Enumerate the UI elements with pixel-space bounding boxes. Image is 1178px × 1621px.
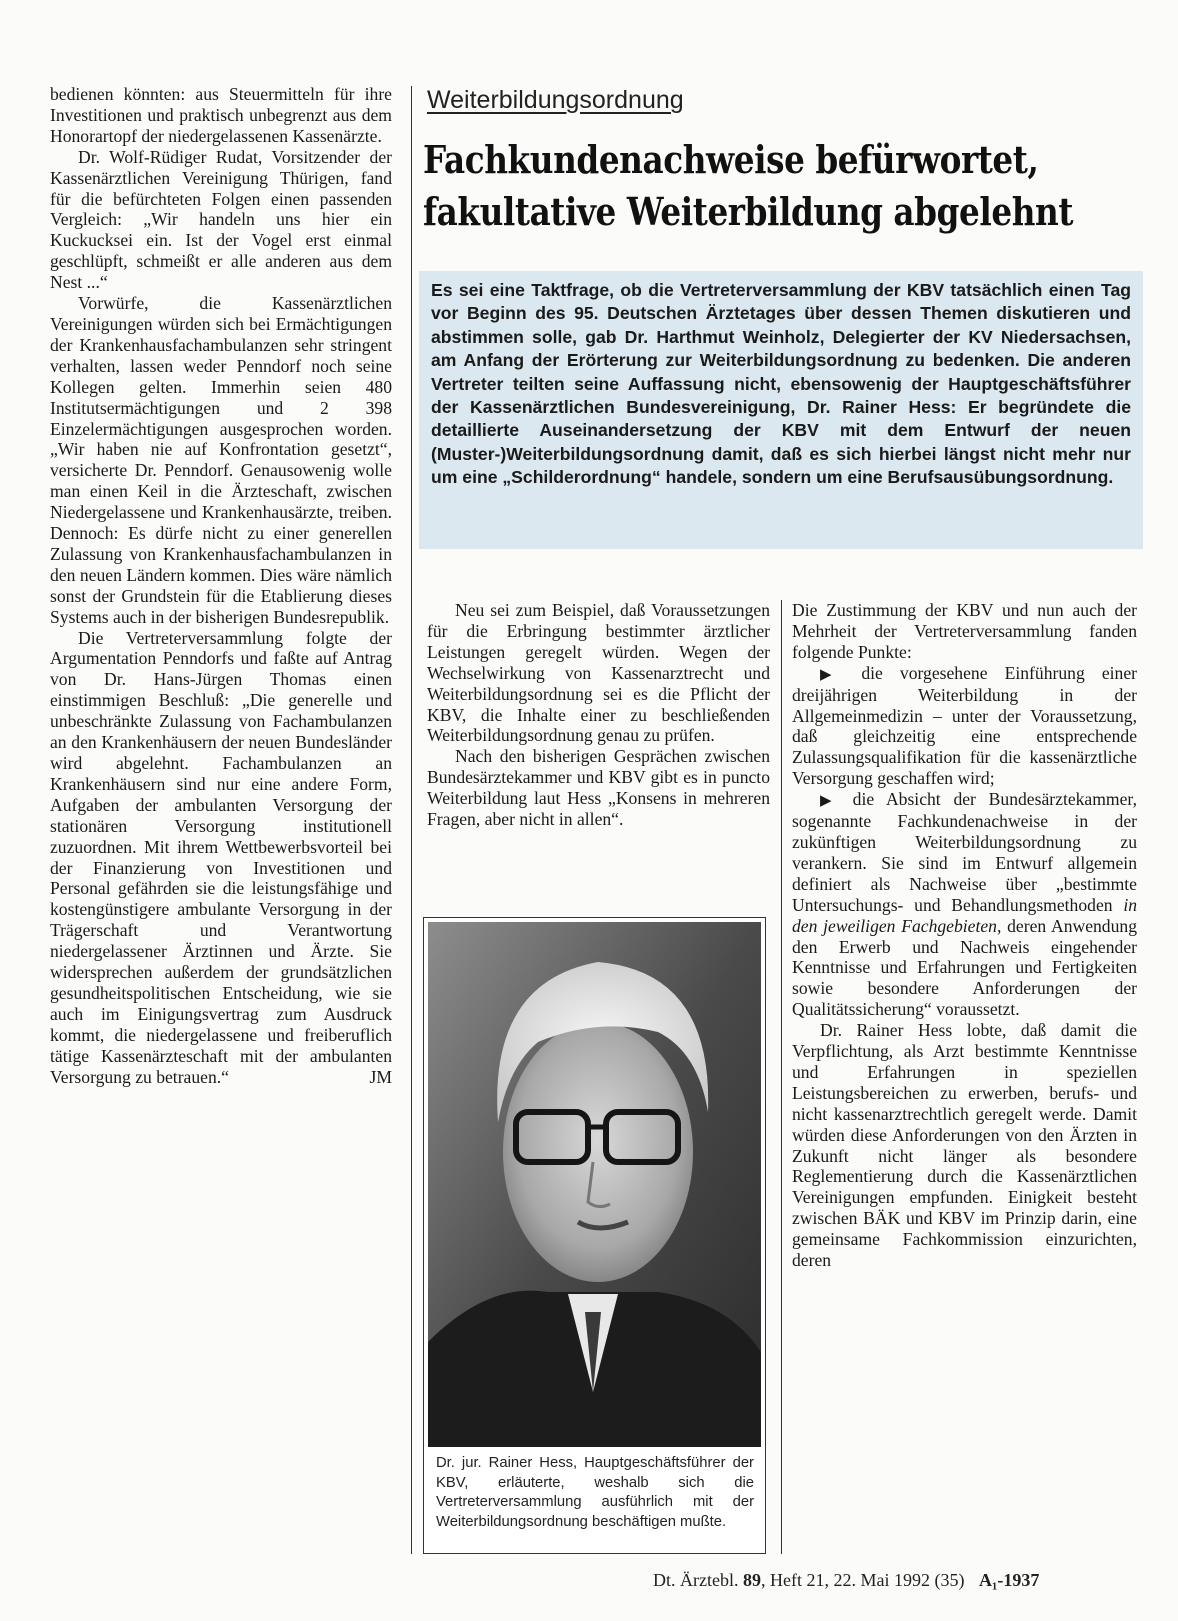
photo-box [423, 917, 766, 1554]
page-footer [653, 1570, 1039, 1591]
column-divider-right [781, 600, 782, 1554]
triangle-bullet-icon: ▶ [820, 791, 840, 810]
author-signature: JM [369, 1066, 392, 1087]
column-divider-left [411, 86, 412, 1554]
middle-column [427, 600, 770, 830]
right-bullet-2-text-a: die Absicht der Bundesärztekammer, sogenannte Fachkundenachweise in der zukünftigen Weiterbildungsordnung zu verankern. Sie sind im Entwurf allgemein definiert als Nachweise über „bestimmte Untersuchungs- und Behandlungsmethoden [792, 789, 1137, 915]
journal-volume: 89 [742, 1570, 761, 1590]
headline-line-2: fakultative Weiterbildung abgelehnt [423, 189, 1074, 234]
left-column [50, 84, 392, 1088]
headline [423, 134, 1074, 238]
lead-box [419, 271, 1143, 549]
right-bullet-1-text: die vorgesehene Einführung einer dreijährigen Weiterbildung in der Allgemeinmedizin – unter der Voraussetzung, daß gleichzeitig eine entsprechende Zulassungsqualifikation für die kassenärztliche Versorgung geschaffen wird; [792, 662, 1137, 789]
left-paragraph-4-text: Die Vertreterversammlung folgte der Argumentation Penndorfs und faßte auf Antrag von Dr. Hans-Jürgen Thomas einen einstimmigen Beschluß: „Die generelle und unbeschränkte Zulassung von Fachambulanzen an den Krankenhäusern der neuen Bundesländer wird abgelehnt. Fachambulanzen an Krankenhäusern sind nur eine andere Form, Aufgaben der ambulanten Versorgung der stationären Versorgung institutionell zuzuordnen. Mit ihrem Wettbewerbsvorteil bei der Finanzierung von Investitionen und Personal gefährden sie die leistungsfähige und kostengünstigere ambulante Versorgung in der Trägerschaft und Verantwortung niedergelassener Ärztinnen und Ärzte. Sie widersprechen außerdem der grundsätzlichen gesundheitspolitischen Entscheidung, wie sie auch im Einigungsvertrag zum Ausdruck kommt, die niedergelassene und freiberuflich tätige Kassenärzteschaft mit der ambulanten Versorgung zu betrauen.“ [50, 627, 392, 1087]
right-bullet-2 [792, 789, 1137, 1020]
left-paragraph-3: Vorwürfe, die Kassenärztlichen Vereinigungen würden sich bei Ermächtigungen der Krankenhausfachambulanzen sehr stringent verhalten, lassen weder Penndorf noch seine Kollegen gelten. Immerhin seien 480 Institutsermächtigungen und 2 398 Einzelermächtigungen ausgesprochen worden. „Wir haben nie auf Konfrontation gesetzt“, versicherte Dr. Penndorf. Genausowenig wolle man einen Keil in die Ärzteschaft, zwischen Niedergelassene und Krankenhausärzte, treiben. Dennoch: Es dürfe nicht zu einer generellen Zulassung von Krankenhausfachambulanzen in den neuen Ländern kommen. Dies wäre nämlich sonst der Grundstein für die Etablierung dieses Systems auch in der bisherigen Bundesrepublik. [50, 293, 392, 627]
right-paragraph-3: Dr. Rainer Hess lobte, daß damit die Verpflichtung, als Arzt bestimmte Kenntnisse und Erfahrungen in speziellen Leistungsbereichen zu erwerben, berufs- und nicht kassenarztrechtlich geregelt werde. Damit würden diese Anforderungen von den Ärzten in Zukunft nicht länger als besondere Reglementierung durch die Kassenärztlichen Vereinigungen empfunden. Einigkeit besteht zwischen BÄK und KBV im Prinzip darin, eine gemeinsame Fachkommission einzurichten, deren [792, 1020, 1137, 1271]
right-paragraph-1: Die Zustimmung der KBV und nun auch der Mehrheit der Vertreterversammlung fanden folgende Punkte: [792, 600, 1137, 662]
photo-caption: Dr. jur. Rainer Hess, Hauptgeschäftsführer der KBV, erläuterte, weshalb sich die Vertreterversammlung ausführlich mit der Weiterbildungsordnung beschäftigen mußte. [436, 1455, 754, 1530]
lead-text: Es sei eine Taktfrage, ob die Vertreterversammlung der KBV tatsächlich einen Tag vor Beginn des 95. Deutschen Ärztetages über dessen Themen diskutieren und abstimmen solle, gab Dr. Harthmut Weinholz, Delegierter der KV Niedersachsen, am Anfang der Erörterung zur Weiterbildungsordnung zu bedenken. Die anderen Vertreter teilten seine Auffassung nicht, ebensowenig der Hauptgeschäftsführer der Kassenärztlichen Bundesvereinigung, Dr. Rainer Hess: Er begründete die detaillierte Auseinandersetzung der KBV mit dem Entwurf der neuen (Muster-)Weiterbildungsordnung damit, daß es sich hierbei längst nicht mehr nur um eine „Schilderordnung“ handele, sondern um eine Berufsausübungsordnung. [431, 280, 1131, 488]
issue-info: , Heft 21, 22. Mai 1992 (35) [760, 1570, 965, 1590]
left-paragraph-2: Dr. Wolf-Rüdiger Rudat, Vorsitzender der Kassenärztlichen Vereinigung Thürigen, fand für die befürchteten Folgen einen passenden Vergleich: „Wir handeln uns hier ein Kuckucksei ein. Ist der Vogel erst einmal geschlüpft, schmeißt er alle anderen aus dem Nest ...“ [50, 146, 392, 293]
page-number: A₁-1937 [978, 1570, 1040, 1590]
right-bullet-1 [792, 663, 1137, 789]
right-bullet-2-text-b: deren Anwendung den Erwerb und Nachweis eingehender Kenntnisse und Erfahrungen und Fertigkeiten sowie besondere Anforderungen der Qualitätssicherung“ voraussetzt. [792, 915, 1137, 1020]
section-kicker: Weiterbildungsordnung [427, 86, 684, 114]
journal-name: Dt. Ärztebl. [653, 1570, 739, 1590]
right-column [792, 600, 1137, 1271]
headline-line-1: Fachkundenachweise befürwortet, [423, 137, 1039, 182]
triangle-bullet-icon: ▶ [820, 664, 845, 683]
middle-paragraph-1: Neu sei zum Beispiel, daß Voraussetzungen für die Erbringung bestimmter ärztlicher Leistungen geregelt würden. Wegen der Wechselwirkung von Kassenarztrecht und Weiterbildungsordnung sei es die Pflicht der KBV, die Inhalte einer zu beschließenden Weiterbildungsordnung genau zu prüfen. [427, 600, 770, 746]
right-bullet-2-emphasis: in den jeweiligen Fachgebieten, [792, 894, 1137, 936]
portrait-photo-icon [428, 922, 761, 1447]
left-paragraph-1: bedienen könnten: aus Steuermitteln für ihre Investitionen und praktisch unbegrenzt aus dem Honorartopf der niedergelassenen Kassenärzte. [50, 84, 392, 146]
middle-paragraph-2: Nach den bisherigen Gesprächen zwischen Bundesärztekammer und KBV gibt es in puncto Weiterbildung laut Hess „Konsens in mehreren Fragen, aber nicht in allen“. [427, 746, 770, 830]
left-paragraph-4 [50, 628, 392, 1088]
